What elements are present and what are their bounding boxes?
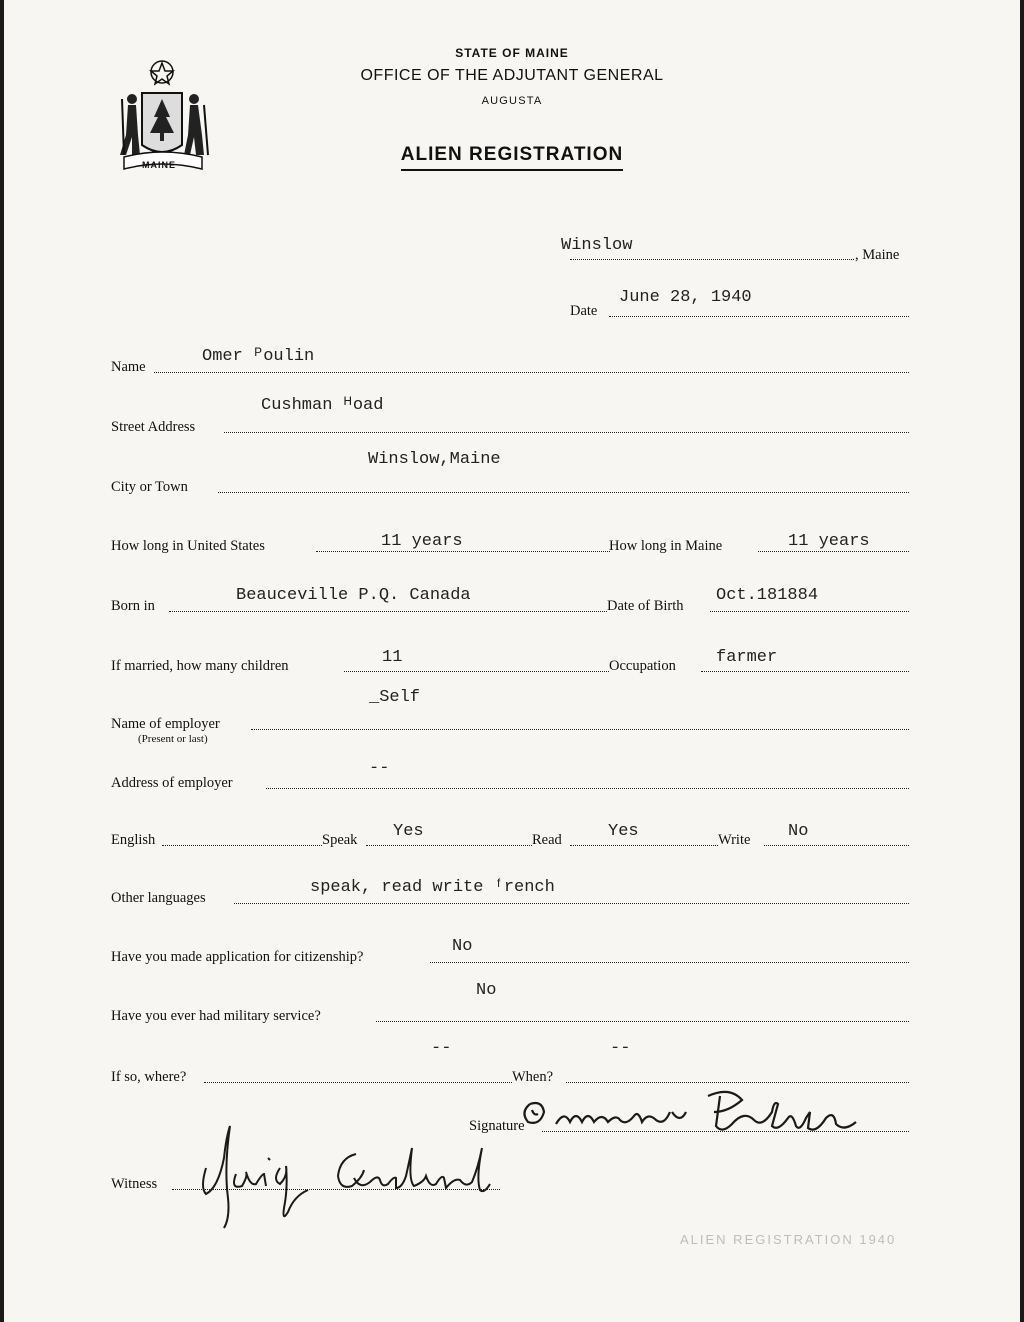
speak-label: Speak xyxy=(322,832,358,848)
occupation-value: farmer xyxy=(716,648,778,667)
seal-banner-text: MAINE xyxy=(142,160,176,170)
children-value: 11 xyxy=(382,648,403,667)
signature-label: Signature xyxy=(469,1118,525,1134)
employer-name-value: _Self xyxy=(369,688,421,707)
how-long-us-value: 11 years xyxy=(381,532,463,551)
how-long-us-label: How long in United States xyxy=(111,538,265,554)
witness-signature xyxy=(184,1118,504,1238)
name-value: Omer ᴾoulin xyxy=(202,347,315,366)
how-long-maine-label: How long in Maine xyxy=(609,538,723,554)
faint-stamp: ALIEN REGISTRATION 1940 xyxy=(680,1232,897,1247)
citizenship-value: No xyxy=(452,937,473,956)
how-long-maine-value: 11 years xyxy=(788,532,870,551)
citizenship-label: Have you made application for citizenship? xyxy=(111,949,364,965)
english-read-value: Yes xyxy=(608,822,639,841)
when-value: -- xyxy=(610,1039,631,1058)
street-address-label: Street Address xyxy=(111,419,196,435)
date-label: Date xyxy=(570,303,598,319)
form-title: ALIEN REGISTRATION xyxy=(4,144,1020,166)
write-label: Write xyxy=(718,832,751,848)
town-value: Winslow xyxy=(561,236,633,255)
military-value: No xyxy=(476,981,497,1000)
military-label: Have you ever had military service? xyxy=(111,1008,321,1024)
street-address-value: Cushman ᴴoad xyxy=(261,396,384,415)
english-label: English xyxy=(111,832,156,848)
date-of-birth-value: Oct.181884 xyxy=(716,586,819,605)
date-value: June 28, 1940 xyxy=(619,288,752,307)
children-label: If married, how many children xyxy=(111,658,289,674)
other-languages-value: speak, read write ᶠrench xyxy=(310,878,555,897)
when-label: When? xyxy=(512,1069,554,1085)
employer-note-label: (Present or last) xyxy=(138,733,208,745)
city-heading: AUGUSTA xyxy=(481,95,543,107)
where-value: -- xyxy=(431,1039,452,1058)
registration-form xyxy=(4,0,1020,1322)
read-label: Read xyxy=(532,832,562,848)
date-of-birth-label: Date of Birth xyxy=(607,598,684,614)
witness-label: Witness xyxy=(111,1176,158,1192)
other-languages-label: Other languages xyxy=(111,890,206,906)
employer-address-label: Address of employer xyxy=(111,775,233,791)
applicant-signature xyxy=(516,1082,906,1142)
born-in-value: Beauceville P.Q. Canada xyxy=(236,586,471,605)
english-write-value: No xyxy=(788,822,809,841)
employer-address-value: -- xyxy=(369,759,390,778)
maine-label: , Maine xyxy=(855,247,900,263)
office-heading: OFFICE OF THE ADJUTANT GENERAL xyxy=(360,67,664,84)
if-so-where-label: If so, where? xyxy=(111,1069,187,1085)
city-or-town-value: Winslow,Maine xyxy=(368,450,501,469)
occupation-label: Occupation xyxy=(609,658,676,674)
employer-name-label: Name of employer xyxy=(111,716,220,732)
name-label: Name xyxy=(111,359,146,375)
city-or-town-label: City or Town xyxy=(111,479,188,495)
english-speak-value: Yes xyxy=(393,822,424,841)
born-in-label: Born in xyxy=(111,598,155,614)
state-heading: STATE OF MAINE xyxy=(455,46,569,60)
